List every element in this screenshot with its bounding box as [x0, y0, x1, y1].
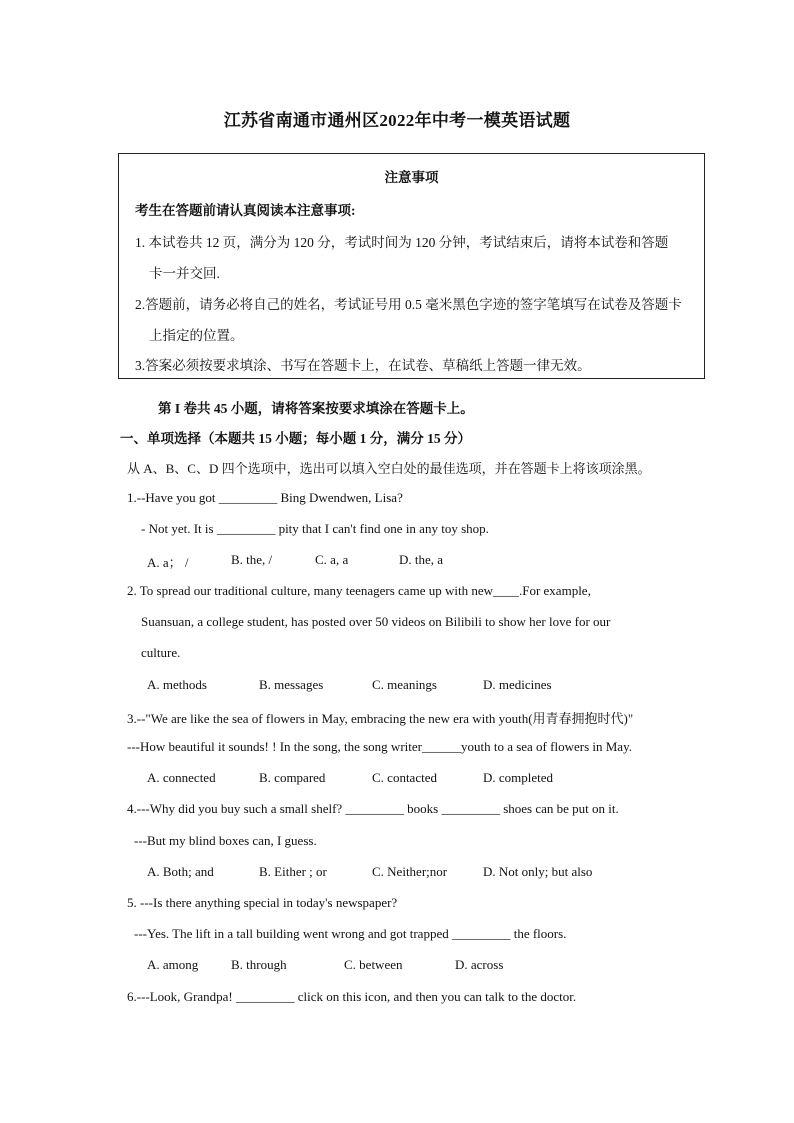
question-2-option-b: B. messages — [259, 677, 324, 692]
notice-item-2a: 2.答题前，请务必将自己的姓名，考试证号用 0.5 毫米黑色字迹的签字笔填写在试卷及答题卡 — [135, 297, 682, 312]
part-one-heading: 第 I 卷共 45 小题，请将答案按要求填涂在答题卡上。 — [158, 401, 474, 416]
question-2-line-2: Suansuan, a college student, has posted over 50 videos on Bilibili to show her love for our — [141, 614, 611, 629]
question-3-line-2: ---How beautiful it sounds! ! In the song, the song writer______youth to a sea of flowers in May. — [127, 739, 632, 754]
question-5-line-1: 5. ---Is there anything special in today's newspaper? — [127, 895, 398, 910]
notice-heading: 注意事项 — [384, 170, 439, 185]
question-5-option-d: D. across — [455, 957, 504, 972]
section-one-heading: 一、单项选择（本题共 15 小题；每小题 1 分，满分 15 分） — [120, 431, 471, 446]
question-3-option-d: D. completed — [483, 770, 554, 785]
question-1-line-2: - Not yet. It is _________ pity that I can't find one in any toy shop. — [141, 521, 489, 536]
question-4-line-1: 4.---Why did you buy such a small shelf? _________ books _________ shoes can be put on it. — [127, 801, 619, 816]
question-4-option-d: D. Not only; but also — [483, 864, 593, 879]
question-3-option-b: B. compared — [259, 770, 326, 785]
question-1-line-1: 1.--Have you got _________ Bing Dwendwen, Lisa? — [127, 490, 403, 505]
question-1-option-b: B. the, / — [231, 552, 273, 567]
question-4-option-c: C. Neither;nor — [372, 864, 448, 879]
notice-item-1a: 1. 本试卷共 12 页，满分为 120 分，考试时间为 120 分钟，考试结束后，请将本试卷和答题 — [135, 235, 669, 250]
question-3-line-1: 3.--"We are like the sea of flowers in May, embracing the new era with youth(用青春拥抱时代)" — [127, 711, 634, 726]
question-2-option-d: D. medicines — [483, 677, 552, 692]
notice-item-1b: 卡一并交回. — [149, 266, 220, 281]
question-6-line-1: 6.---Look, Grandpa! _________ click on this icon, and then you can talk to the doctor. — [127, 989, 577, 1004]
question-3-option-c: C. contacted — [372, 770, 437, 785]
question-3-option-a: A. connected — [147, 770, 216, 785]
notice-item-3: 3.答案必须按要求填涂、书写在答题卡上，在试卷、草稿纸上答题一律无效。 — [135, 358, 591, 373]
question-4-line-2: ---But my blind boxes can, I guess. — [134, 833, 317, 848]
section-instruction: 从 A、B、C、D 四个选项中，选出可以填入空白处的最佳选项，并在答题卡上将该项涂黑。 — [127, 461, 651, 476]
question-2-line-1: 2. To spread our traditional culture, many teenagers came up with new____.For example, — [127, 583, 591, 598]
question-5-option-a: A. among — [147, 957, 199, 972]
question-5-line-2: ---Yes. The lift in a tall building went wrong and got trapped _________ the floors. — [134, 926, 567, 941]
notice-box — [118, 153, 705, 379]
question-4-option-b: B. Either ; or — [259, 864, 327, 879]
document-title: 江苏省南通市通州区2022年中考一模英语试题 — [223, 111, 571, 130]
question-4-option-a: A. Both; and — [147, 864, 214, 879]
question-1-option-a: A. a； / — [147, 555, 189, 570]
question-2-option-c: C. meanings — [372, 677, 437, 692]
notice-intro: 考生在答题前请认真阅读本注意事项: — [135, 203, 356, 218]
question-2-option-a: A. methods — [147, 677, 207, 692]
question-2-line-3: culture. — [141, 645, 181, 660]
notice-item-2b: 上指定的位置。 — [149, 328, 244, 343]
question-5-option-c: C. between — [344, 957, 403, 972]
question-5-option-b: B. through — [231, 957, 287, 972]
question-1-option-c: C. a, a — [315, 552, 349, 567]
question-1-option-d: D. the, a — [399, 552, 444, 567]
